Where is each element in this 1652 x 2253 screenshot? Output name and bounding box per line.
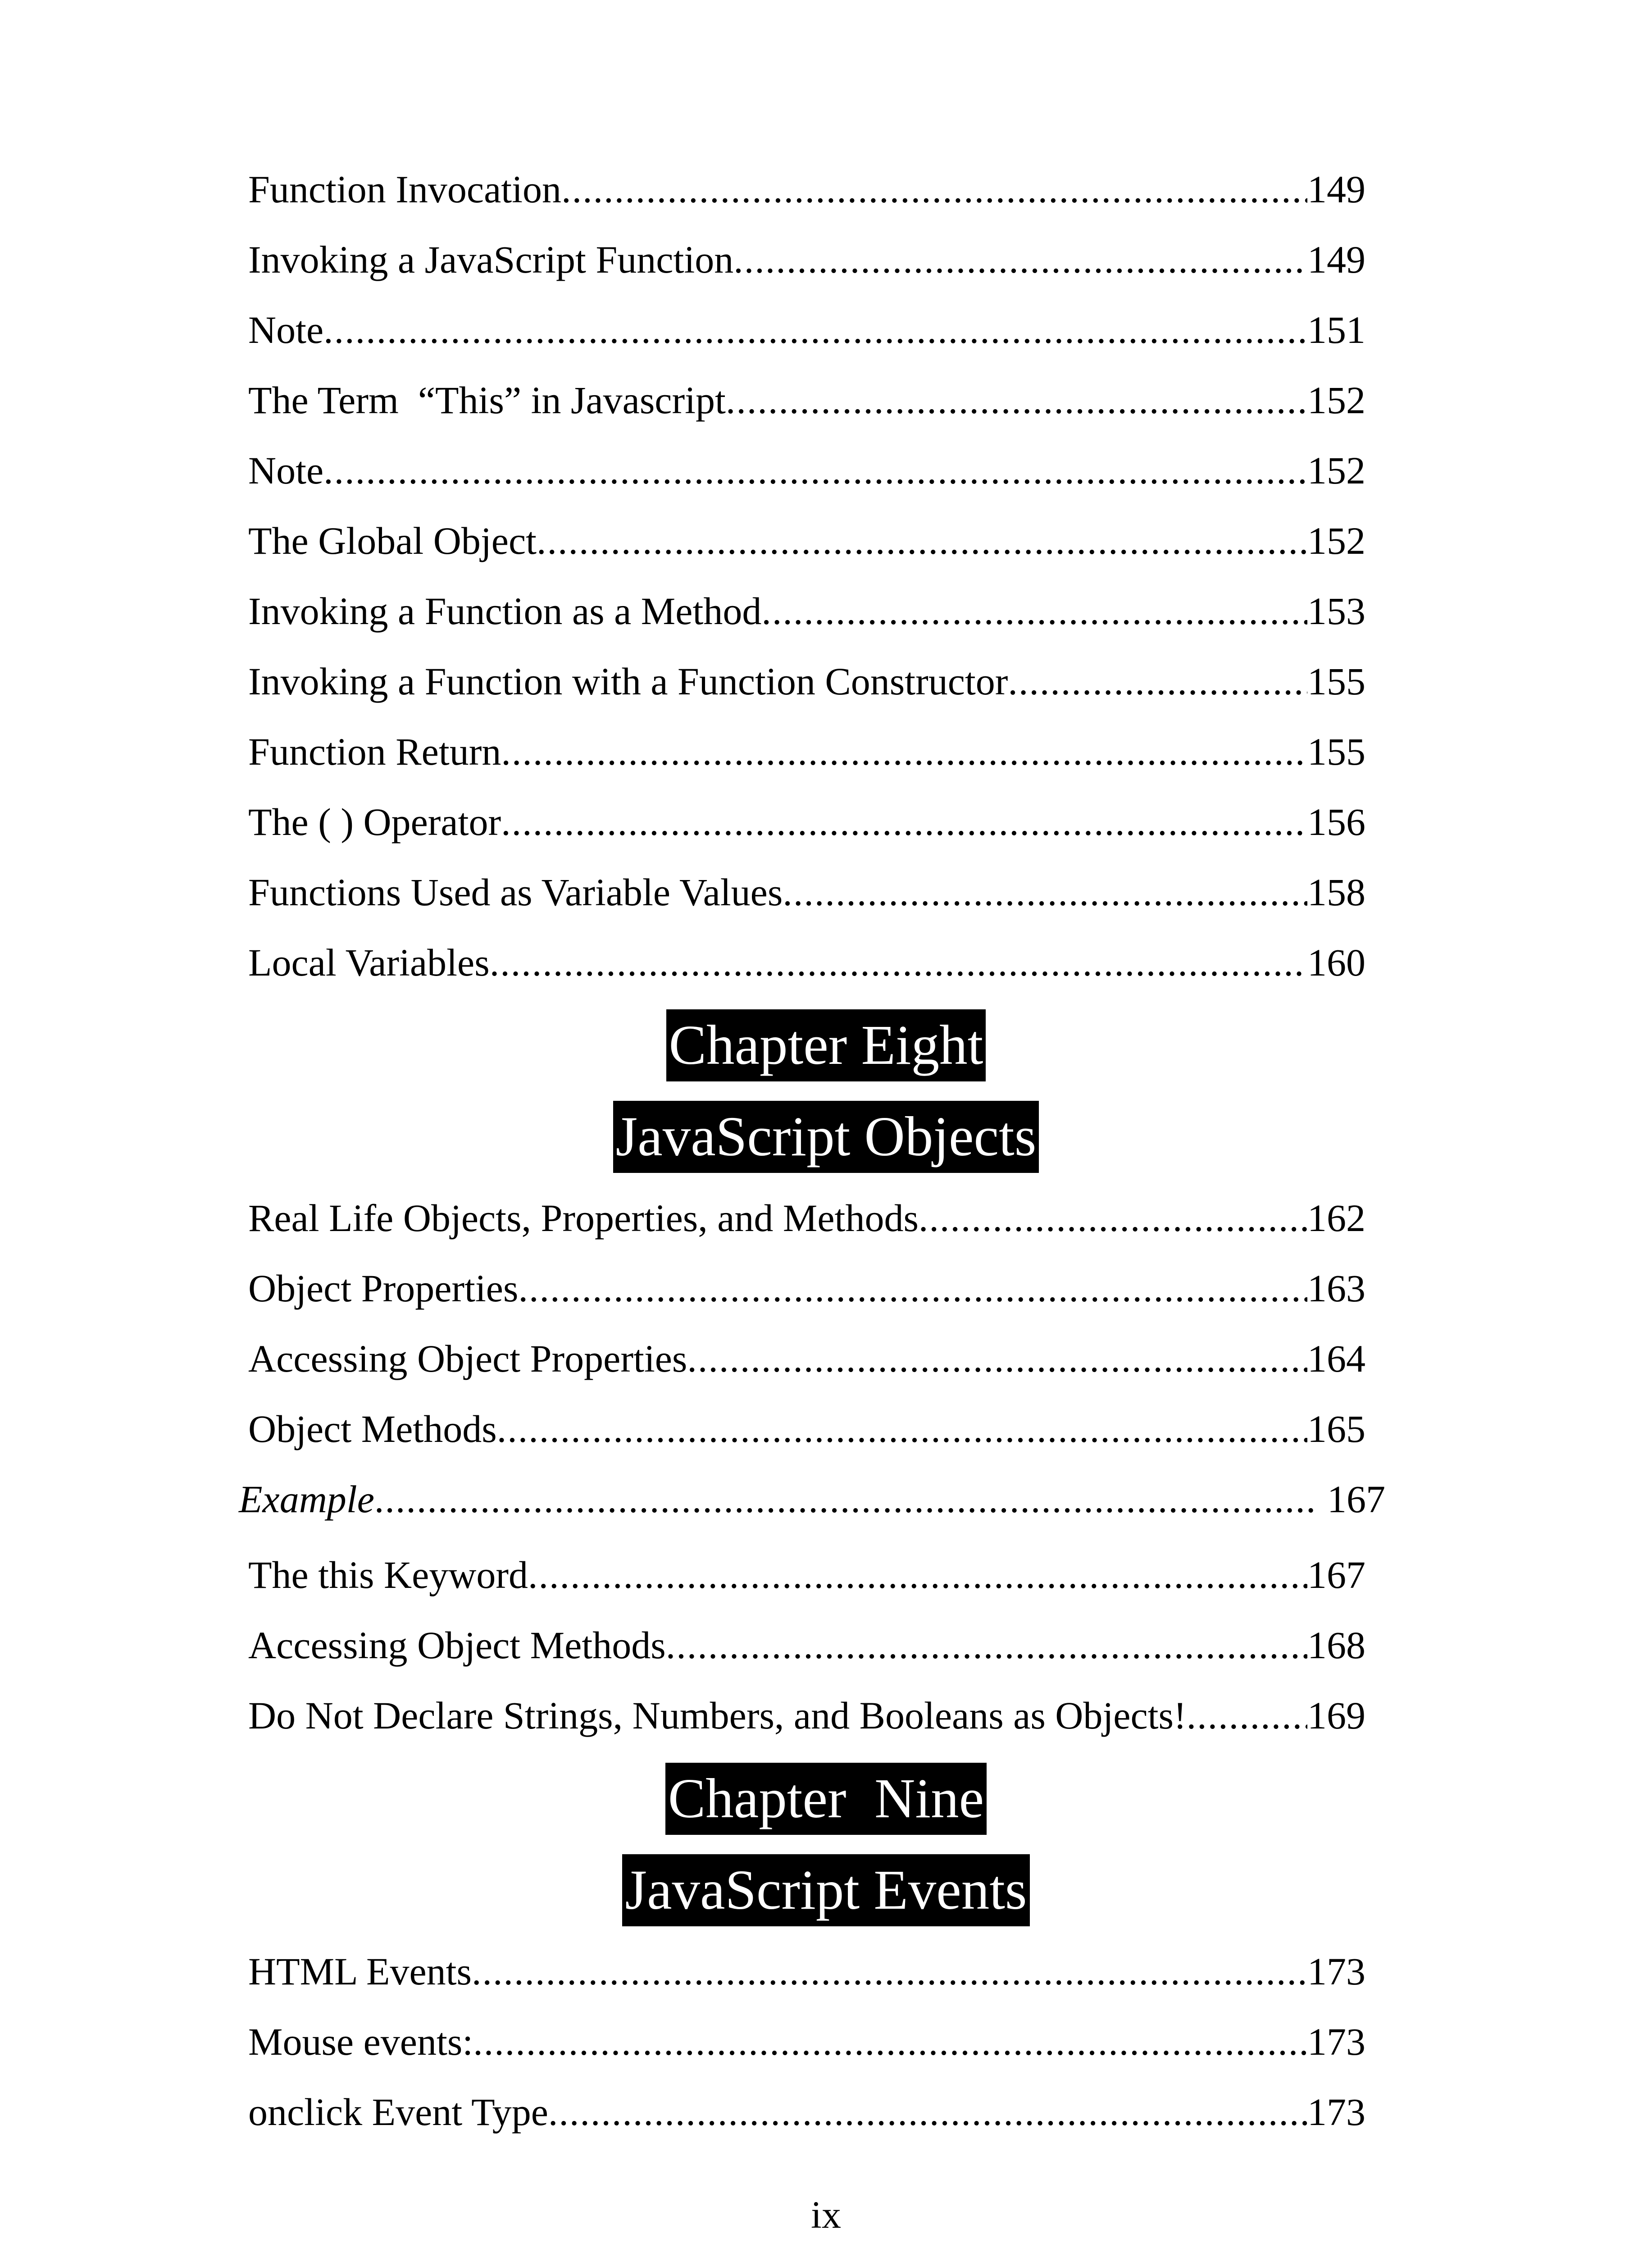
dot-leader (1187, 1686, 1307, 1745)
toc-entry[interactable] (248, 1400, 1365, 1458)
toc-entry[interactable] (248, 722, 1365, 781)
chapter-heading (0, 1009, 1652, 1081)
dot-leader (666, 1616, 1307, 1674)
toc-entry-title: Accessing Object Properties (248, 1337, 687, 1380)
toc-entry[interactable] (248, 301, 1365, 359)
toc-entry-page: 151 (1307, 308, 1365, 351)
toc-entry[interactable] (248, 1329, 1365, 1388)
dot-leader (501, 722, 1307, 781)
toc-entry-title: Invoking a Function as a Method (248, 589, 762, 633)
toc-entry[interactable] (248, 1546, 1365, 1604)
toc-entry-title: Object Methods (248, 1407, 497, 1450)
chapter-nine-title: Chapter Nine (665, 1763, 987, 1835)
chapter-heading (0, 1763, 1652, 1835)
toc-entry-title: Function Invocation (248, 168, 562, 211)
toc-entry-title: Mouse events: (248, 2020, 473, 2063)
toc-entry-title: Real Life Objects, Properties, and Methods (248, 1196, 919, 1240)
toc-entry-title: Accessing Object Methods (248, 1624, 666, 1667)
toc-entry-title: Note (248, 449, 324, 492)
toc-entry-page: 169 (1307, 1694, 1365, 1737)
dot-leader (761, 582, 1307, 640)
toc-entry[interactable] (248, 2083, 1365, 2141)
toc-entry-page: 173 (1307, 2090, 1365, 2134)
dot-leader (783, 863, 1307, 921)
toc-entry-page: 165 (1307, 1407, 1365, 1450)
dot-leader (518, 1259, 1307, 1318)
toc-entry-page: 158 (1307, 871, 1365, 914)
toc-entry-page: 152 (1307, 379, 1365, 422)
dot-leader (919, 1189, 1307, 1247)
toc-entry[interactable] (248, 1942, 1365, 2001)
toc-entry-page: 164 (1307, 1337, 1365, 1380)
toc-entry[interactable] (248, 863, 1365, 921)
toc-entry-page: 167 (1327, 1478, 1385, 1521)
toc-entry-title: Do Not Declare Strings, Numbers, and Booleans as Objects! (248, 1694, 1187, 1737)
toc-entry[interactable] (239, 1470, 1385, 1528)
page-number: ix (811, 2193, 841, 2236)
toc-entry-page: 153 (1307, 589, 1365, 633)
dot-leader (528, 1546, 1307, 1604)
dot-leader (473, 2012, 1307, 2071)
toc-entry-page: 149 (1307, 238, 1365, 281)
chapter-subheading (0, 1101, 1652, 1173)
dot-leader (497, 1400, 1307, 1458)
toc-entry-page: 167 (1307, 1553, 1365, 1596)
chapter-nine-subtitle: JavaScript Events (622, 1854, 1029, 1926)
toc-entry[interactable] (248, 511, 1365, 570)
dot-leader (726, 371, 1307, 429)
toc-entry[interactable] (248, 230, 1365, 289)
dot-leader (537, 511, 1307, 570)
toc-entry-title: Example (239, 1478, 374, 1521)
toc-entry-title: Local Variables (248, 941, 490, 984)
dot-leader (687, 1329, 1307, 1388)
dot-leader (472, 1942, 1307, 2001)
dot-leader (733, 230, 1307, 289)
toc-entry-page: 173 (1307, 2020, 1365, 2063)
toc-entry-page: 173 (1307, 1950, 1365, 1993)
toc-entry-page: 162 (1307, 1196, 1365, 1240)
toc-entry-title: onclick Event Type (248, 2090, 548, 2134)
dot-leader (323, 441, 1307, 500)
chapter-eight-subtitle: JavaScript Objects (613, 1101, 1039, 1173)
toc-entry-title: Object Properties (248, 1267, 519, 1310)
toc-entry-page: 152 (1307, 449, 1365, 492)
toc-entry-title: HTML Events (248, 1950, 472, 1993)
toc-entry[interactable] (248, 371, 1365, 429)
toc-entry-page: 155 (1307, 730, 1365, 773)
toc-entry-page: 160 (1307, 941, 1365, 984)
dot-leader (561, 160, 1307, 219)
chapter-subheading (0, 1854, 1652, 1926)
toc-entry[interactable] (248, 1259, 1365, 1318)
toc-entry[interactable] (248, 1189, 1365, 1247)
toc-entry-page: 163 (1307, 1267, 1365, 1310)
dot-leader (374, 1470, 1317, 1528)
toc-entry-page: 168 (1307, 1624, 1365, 1667)
toc-entry-page: 155 (1307, 660, 1365, 703)
dot-leader (1008, 652, 1307, 711)
toc-entry-title: Function Return (248, 730, 501, 773)
toc-entry[interactable] (248, 2012, 1365, 2071)
dot-leader (501, 793, 1307, 851)
toc-entry-page: 152 (1307, 519, 1365, 562)
toc-entry-title: The this Keyword (248, 1553, 528, 1596)
toc-entry[interactable] (248, 582, 1365, 640)
toc-entry-page: 156 (1307, 800, 1365, 844)
toc-entry[interactable] (248, 441, 1365, 500)
toc-entry[interactable] (248, 793, 1365, 851)
toc-entry[interactable] (248, 652, 1365, 711)
toc-entry-title: The Global Object (248, 519, 537, 562)
toc-entry[interactable] (248, 160, 1365, 219)
chapter-eight-title: Chapter Eight (666, 1009, 986, 1081)
toc-entry-title: The Term “This” in Javascript (248, 379, 726, 422)
toc-entry-title: Functions Used as Variable Values (248, 871, 783, 914)
toc-entry[interactable] (248, 1616, 1365, 1674)
toc-entry-title: Invoking a Function with a Function Constructor (248, 660, 1008, 703)
toc-entry-title: Invoking a JavaScript Function (248, 238, 734, 281)
dot-leader (323, 301, 1307, 359)
dot-leader (548, 2083, 1307, 2141)
toc-entry[interactable] (248, 933, 1365, 992)
toc-entry-title: Note (248, 308, 324, 351)
toc-entry-page: 149 (1307, 168, 1365, 211)
dot-leader (490, 933, 1307, 992)
toc-entry[interactable] (248, 1686, 1365, 1745)
toc-entry-title: The ( ) Operator (248, 800, 501, 844)
